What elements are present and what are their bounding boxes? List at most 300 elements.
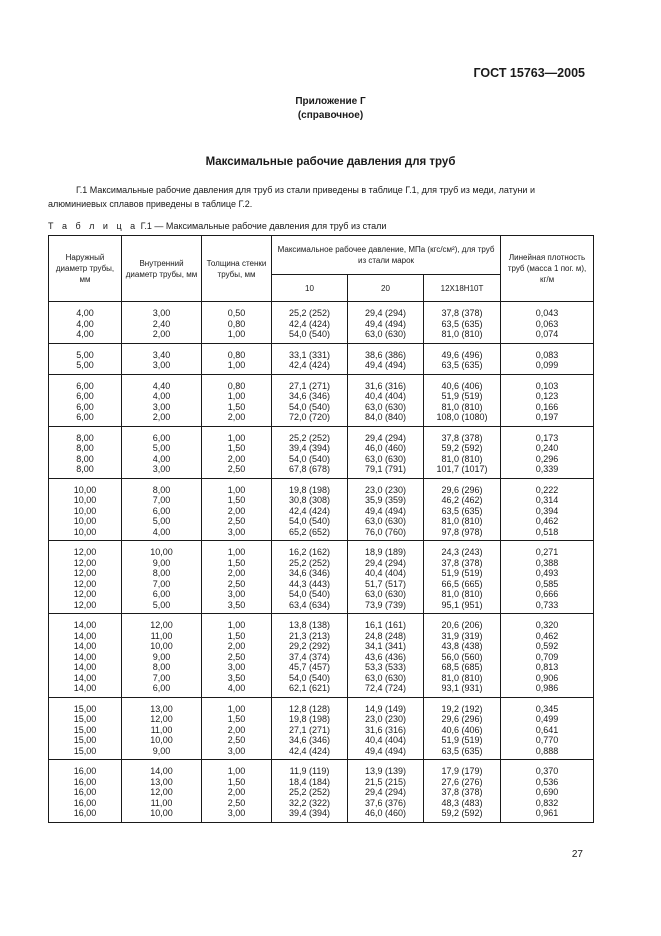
table-cell: 2,00	[202, 506, 272, 517]
table-cell: 1,00	[202, 426, 272, 443]
table-cell: 34,1 (341)	[348, 641, 424, 652]
table-cell: 14,00	[49, 652, 122, 663]
table-cell: 63,0 (630)	[348, 454, 424, 465]
table-cell: 45,7 (457)	[272, 662, 348, 673]
table-cell: 68,5 (685)	[424, 662, 501, 673]
table-cell: 0,80	[202, 319, 272, 330]
table-cell: 54,0 (540)	[272, 329, 348, 343]
table-cell: 12,8 (128)	[272, 697, 348, 714]
table-cell: 0,063	[501, 319, 594, 330]
table-cell: 4,00	[122, 527, 202, 541]
table-cell: 37,8 (378)	[424, 426, 501, 443]
table-cell: 4,40	[122, 374, 202, 391]
table-cell: 10,00	[49, 506, 122, 517]
table-cell: 30,8 (308)	[272, 495, 348, 506]
table-cell: 5,00	[122, 516, 202, 527]
table-cell: 11,9 (119)	[272, 760, 348, 777]
table-cell: 46,0 (460)	[348, 808, 424, 822]
table-caption-text: Г.1 — Максимальные рабочие давления для труб из стали	[138, 221, 387, 231]
table-cell: 7,00	[122, 495, 202, 506]
table-cell: 54,0 (540)	[272, 589, 348, 600]
table-cell: 24,3 (243)	[424, 541, 501, 558]
table-cell: 49,4 (494)	[348, 319, 424, 330]
table-cell: 81,0 (810)	[424, 329, 501, 343]
table-cell: 62,1 (621)	[272, 683, 348, 697]
table-cell: 7,00	[122, 579, 202, 590]
table-cell: 0,197	[501, 412, 594, 426]
table-cell: 15,00	[49, 714, 122, 725]
table-row	[49, 631, 594, 642]
table-cell: 29,6 (296)	[424, 478, 501, 495]
header-steel-12x18n10t: 12Х18Н10Т	[424, 275, 501, 302]
table-cell: 2,00	[202, 412, 272, 426]
table-row-group	[49, 426, 594, 478]
table-cell: 14,00	[49, 683, 122, 697]
table-row	[49, 426, 594, 443]
table-cell: 1,50	[202, 714, 272, 725]
table-cell: 2,40	[122, 319, 202, 330]
table-cell: 14,00	[49, 662, 122, 673]
table-cell: 1,50	[202, 558, 272, 569]
table-cell: 63,0 (630)	[348, 329, 424, 343]
table-cell: 0,462	[501, 516, 594, 527]
table-cell: 19,2 (192)	[424, 697, 501, 714]
header-pressure-group: Максимальное рабочее давление, МПа (кгс/см²), для труб из стали марок	[272, 236, 501, 275]
table-cell: 63,0 (630)	[348, 516, 424, 527]
table-cell: 8,00	[122, 662, 202, 673]
table-cell: 42,4 (424)	[272, 506, 348, 517]
table-cell: 2,00	[202, 787, 272, 798]
table-cell: 40,6 (406)	[424, 725, 501, 736]
table-row	[49, 343, 594, 360]
table-cell: 0,339	[501, 464, 594, 478]
table-cell: 81,0 (810)	[424, 673, 501, 684]
table-cell: 0,832	[501, 798, 594, 809]
table-cell: 1,00	[202, 478, 272, 495]
table-cell: 15,00	[49, 746, 122, 760]
appendix-heading	[0, 95, 661, 123]
table-cell: 14,00	[49, 641, 122, 652]
table-cell: 54,0 (540)	[272, 673, 348, 684]
table-row	[49, 614, 594, 631]
table-cell: 42,4 (424)	[272, 319, 348, 330]
table-cell: 25,2 (252)	[272, 787, 348, 798]
table-cell: 53,3 (533)	[348, 662, 424, 673]
table-cell: 12,00	[49, 600, 122, 614]
table-cell: 48,3 (483)	[424, 798, 501, 809]
table-cell: 0,240	[501, 443, 594, 454]
table-cell: 0,345	[501, 697, 594, 714]
table-cell: 19,8 (198)	[272, 714, 348, 725]
table-row	[49, 506, 594, 517]
table-row	[49, 443, 594, 454]
table-cell: 40,4 (404)	[348, 735, 424, 746]
table-cell: 1,50	[202, 495, 272, 506]
header-inner-diameter: Внутренний диаметр трубы, мм	[122, 236, 202, 302]
table-cell: 3,00	[202, 589, 272, 600]
table-cell: 10,00	[122, 735, 202, 746]
table-cell: 46,0 (460)	[348, 443, 424, 454]
table-cell: 11,00	[122, 725, 202, 736]
table-cell: 49,4 (494)	[348, 506, 424, 517]
table-cell: 16,00	[49, 787, 122, 798]
table-row	[49, 402, 594, 413]
table-cell: 14,00	[49, 631, 122, 642]
table-cell: 0,083	[501, 343, 594, 360]
table-cell: 10,00	[49, 495, 122, 506]
table-cell: 0,271	[501, 541, 594, 558]
table-cell: 3,00	[202, 808, 272, 822]
table-row	[49, 787, 594, 798]
table-cell: 1,50	[202, 443, 272, 454]
table-cell: 34,6 (346)	[272, 568, 348, 579]
table-row	[49, 746, 594, 760]
table-cell: 0,585	[501, 579, 594, 590]
table-cell: 39,4 (394)	[272, 443, 348, 454]
table-cell: 51,7 (517)	[348, 579, 424, 590]
table-cell: 2,00	[202, 725, 272, 736]
table-cell: 5,00	[49, 360, 122, 374]
table-cell: 31,6 (316)	[348, 374, 424, 391]
table-cell: 0,173	[501, 426, 594, 443]
table-row	[49, 662, 594, 673]
table-cell: 3,40	[122, 343, 202, 360]
table-cell: 81,0 (810)	[424, 516, 501, 527]
table-cell: 4,00	[49, 302, 122, 319]
table-row	[49, 714, 594, 725]
table-cell: 12,00	[49, 579, 122, 590]
table-cell: 4,00	[49, 329, 122, 343]
table-cell: 14,00	[122, 760, 202, 777]
table-cell: 0,986	[501, 683, 594, 697]
table-cell: 37,6 (376)	[348, 798, 424, 809]
table-cell: 63,0 (630)	[348, 673, 424, 684]
table-cell: 1,00	[202, 697, 272, 714]
table-cell: 46,2 (462)	[424, 495, 501, 506]
table-cell: 8,00	[49, 464, 122, 478]
table-row	[49, 319, 594, 330]
header-steel-20: 20	[348, 275, 424, 302]
table-cell: 2,50	[202, 798, 272, 809]
table-cell: 17,9 (179)	[424, 760, 501, 777]
table-cell: 0,888	[501, 746, 594, 760]
table-cell: 16,00	[49, 760, 122, 777]
table-cell: 12,00	[49, 568, 122, 579]
table-cell: 0,166	[501, 402, 594, 413]
table-cell: 0,320	[501, 614, 594, 631]
table-cell: 12,00	[49, 541, 122, 558]
table-cell: 0,961	[501, 808, 594, 822]
table-cell: 54,0 (540)	[272, 402, 348, 413]
table-row	[49, 808, 594, 822]
table-cell: 1,50	[202, 402, 272, 413]
table-cell: 25,2 (252)	[272, 302, 348, 319]
table-cell: 49,4 (494)	[348, 360, 424, 374]
table-row	[49, 798, 594, 809]
table-cell: 23,0 (230)	[348, 714, 424, 725]
table-row	[49, 777, 594, 788]
table-cell: 0,462	[501, 631, 594, 642]
table-cell: 29,4 (294)	[348, 787, 424, 798]
table-row	[49, 495, 594, 506]
table-cell: 16,00	[49, 777, 122, 788]
table-cell: 0,493	[501, 568, 594, 579]
table-cell: 37,8 (378)	[424, 302, 501, 319]
table-cell: 6,00	[122, 506, 202, 517]
table-row	[49, 558, 594, 569]
table-cell: 31,6 (316)	[348, 725, 424, 736]
table-row-group	[49, 614, 594, 698]
table-row	[49, 302, 594, 319]
table-cell: 95,1 (951)	[424, 600, 501, 614]
table-cell: 0,536	[501, 777, 594, 788]
table-cell: 0,103	[501, 374, 594, 391]
page-number: 27	[571, 849, 583, 860]
table-row	[49, 652, 594, 663]
table-cell: 15,00	[49, 725, 122, 736]
table-cell: 63,5 (635)	[424, 506, 501, 517]
table-cell: 38,6 (386)	[348, 343, 424, 360]
table-cell: 14,9 (149)	[348, 697, 424, 714]
table-cell: 13,9 (139)	[348, 760, 424, 777]
table-row	[49, 516, 594, 527]
table-cell: 13,00	[122, 697, 202, 714]
table-cell: 3,00	[122, 360, 202, 374]
table-cell: 3,00	[122, 302, 202, 319]
table-cell: 34,6 (346)	[272, 735, 348, 746]
table-cell: 3,00	[122, 402, 202, 413]
table-cell: 15,00	[49, 697, 122, 714]
table-cell: 6,00	[122, 683, 202, 697]
table-cell: 2,00	[202, 454, 272, 465]
table-cell: 7,00	[122, 673, 202, 684]
table-cell: 0,80	[202, 374, 272, 391]
table-cell: 3,00	[122, 464, 202, 478]
table-cell: 0,641	[501, 725, 594, 736]
table-cell: 0,499	[501, 714, 594, 725]
table-cell: 6,00	[49, 402, 122, 413]
table-cell: 12,00	[49, 589, 122, 600]
table-cell: 29,4 (294)	[348, 558, 424, 569]
table-cell: 12,00	[122, 787, 202, 798]
table-cell: 0,370	[501, 760, 594, 777]
table-cell: 79,1 (791)	[348, 464, 424, 478]
table-cell: 42,4 (424)	[272, 360, 348, 374]
table-cell: 0,296	[501, 454, 594, 465]
table-row-group	[49, 541, 594, 614]
table-row	[49, 760, 594, 777]
table-cell: 0,666	[501, 589, 594, 600]
table-cell: 76,0 (760)	[348, 527, 424, 541]
table-cell: 10,00	[49, 478, 122, 495]
table-cell: 72,0 (720)	[272, 412, 348, 426]
table-cell: 4,00	[122, 454, 202, 465]
table-cell: 10,00	[122, 541, 202, 558]
table-cell: 14,00	[49, 614, 122, 631]
table-row	[49, 527, 594, 541]
table-cell: 29,6 (296)	[424, 714, 501, 725]
table-cell: 6,00	[49, 391, 122, 402]
table-cell: 32,2 (322)	[272, 798, 348, 809]
table-row	[49, 697, 594, 714]
intro-paragraph: Г.1 Максимальные рабочие давления для труб из стали приведены в таблице Г.1, для труб из меди, латуни и алюминиевых сплавов приведены в таблице Г.2.	[48, 185, 535, 209]
table-cell: 14,00	[49, 673, 122, 684]
table-cell: 33,1 (331)	[272, 343, 348, 360]
table-cell: 0,709	[501, 652, 594, 663]
table-cell: 43,8 (438)	[424, 641, 501, 652]
table-cell: 6,00	[122, 589, 202, 600]
table-cell: 63,5 (635)	[424, 746, 501, 760]
table-row	[49, 360, 594, 374]
table-cell: 3,00	[202, 746, 272, 760]
table-cell: 37,8 (378)	[424, 558, 501, 569]
table-row	[49, 579, 594, 590]
table-cell: 1,00	[202, 541, 272, 558]
table-cell: 11,00	[122, 631, 202, 642]
table-cell: 40,6 (406)	[424, 374, 501, 391]
table-cell: 35,9 (359)	[348, 495, 424, 506]
table-cell: 0,314	[501, 495, 594, 506]
table-cell: 20,6 (206)	[424, 614, 501, 631]
table-cell: 0,388	[501, 558, 594, 569]
table-cell: 2,00	[122, 329, 202, 343]
table-cell: 73,9 (739)	[348, 600, 424, 614]
table-cell: 12,00	[122, 714, 202, 725]
table-cell: 37,8 (378)	[424, 787, 501, 798]
table-cell: 63,5 (635)	[424, 319, 501, 330]
document-code: ГОСТ 15763—2005	[473, 66, 585, 80]
table-cell: 65,2 (652)	[272, 527, 348, 541]
table-cell: 0,123	[501, 391, 594, 402]
table-cell: 97,8 (978)	[424, 527, 501, 541]
table-cell: 40,4 (404)	[348, 568, 424, 579]
table-cell: 5,00	[122, 600, 202, 614]
appendix-subtitle: (справочное)	[297, 110, 364, 121]
table-cell: 81,0 (810)	[424, 402, 501, 413]
table-cell: 19,8 (198)	[272, 478, 348, 495]
table-row-group	[49, 343, 594, 374]
section-title: Максимальные рабочие давления для труб	[205, 156, 456, 168]
table-cell: 43,6 (436)	[348, 652, 424, 663]
table-cell: 15,00	[49, 735, 122, 746]
table-cell: 2,00	[202, 641, 272, 652]
table-cell: 10,00	[49, 527, 122, 541]
table-cell: 16,1 (161)	[348, 614, 424, 631]
table-cell: 0,518	[501, 527, 594, 541]
table-cell: 1,00	[202, 329, 272, 343]
table-cell: 25,2 (252)	[272, 426, 348, 443]
table-row	[49, 541, 594, 558]
table-cell: 16,00	[49, 798, 122, 809]
table-cell: 10,00	[49, 516, 122, 527]
header-linear-density: Линейная плотность труб (масса 1 пог. м), кг/м	[501, 236, 594, 302]
table-row	[49, 464, 594, 478]
table-row	[49, 374, 594, 391]
table-row	[49, 329, 594, 343]
table-cell: 2,50	[202, 464, 272, 478]
table-cell: 0,592	[501, 641, 594, 652]
table-row	[49, 673, 594, 684]
table-cell: 8,00	[122, 568, 202, 579]
table-cell: 0,813	[501, 662, 594, 673]
table-cell: 4,00	[122, 391, 202, 402]
table-cell: 101,7 (1017)	[424, 464, 501, 478]
table-cell: 84,0 (840)	[348, 412, 424, 426]
table-cell: 59,2 (592)	[424, 808, 501, 822]
table-cell: 8,00	[49, 426, 122, 443]
table-cell: 12,00	[122, 614, 202, 631]
table-cell: 37,4 (374)	[272, 652, 348, 663]
table-cell: 39,4 (394)	[272, 808, 348, 822]
table-cell: 81,0 (810)	[424, 589, 501, 600]
table-cell: 9,00	[122, 558, 202, 569]
table-cell: 63,0 (630)	[348, 589, 424, 600]
table-cell: 0,222	[501, 478, 594, 495]
table-cell: 29,4 (294)	[348, 302, 424, 319]
pressure-table	[48, 235, 594, 823]
table-cell: 6,00	[49, 412, 122, 426]
table-row	[49, 589, 594, 600]
table-cell: 0,394	[501, 506, 594, 517]
table-cell: 4,00	[202, 683, 272, 697]
table-cell: 2,50	[202, 516, 272, 527]
table-row-group	[49, 760, 594, 823]
table-row	[49, 454, 594, 465]
table-cell: 1,00	[202, 391, 272, 402]
table-cell: 29,4 (294)	[348, 426, 424, 443]
table-cell: 2,50	[202, 652, 272, 663]
table-row	[49, 725, 594, 736]
table-cell: 13,8 (138)	[272, 614, 348, 631]
table-header	[49, 236, 594, 302]
table-row	[49, 412, 594, 426]
table-cell: 3,50	[202, 673, 272, 684]
table-cell: 0,50	[202, 302, 272, 319]
appendix-title: Приложение Г	[295, 96, 366, 107]
table-cell: 27,1 (271)	[272, 725, 348, 736]
table-row-group	[49, 697, 594, 760]
table-cell: 24,8 (248)	[348, 631, 424, 642]
table-cell: 0,099	[501, 360, 594, 374]
table-cell: 0,690	[501, 787, 594, 798]
table-cell: 42,4 (424)	[272, 746, 348, 760]
table-row-group	[49, 478, 594, 541]
table-cell: 0,906	[501, 673, 594, 684]
header-outer-diameter: Наружный диаметр трубы, мм	[49, 236, 122, 302]
table-cell: 0,770	[501, 735, 594, 746]
table-cell: 54,0 (540)	[272, 454, 348, 465]
table-cell: 56,0 (560)	[424, 652, 501, 663]
table-caption	[48, 221, 386, 231]
table-cell: 16,2 (162)	[272, 541, 348, 558]
table-row	[49, 641, 594, 652]
table-cell: 0,074	[501, 329, 594, 343]
table-cell: 5,00	[49, 343, 122, 360]
table-cell: 93,1 (931)	[424, 683, 501, 697]
table-caption-prefix: Т а б л и ц а	[48, 221, 139, 231]
table-cell: 2,50	[202, 579, 272, 590]
table-cell: 8,00	[122, 478, 202, 495]
table-cell: 34,6 (346)	[272, 391, 348, 402]
table-cell: 9,00	[122, 652, 202, 663]
table-cell: 27,1 (271)	[272, 374, 348, 391]
table-cell: 21,3 (213)	[272, 631, 348, 642]
table-cell: 63,0 (630)	[348, 402, 424, 413]
table-cell: 49,4 (494)	[348, 746, 424, 760]
table-cell: 2,00	[122, 412, 202, 426]
table-cell: 10,00	[122, 641, 202, 652]
table-cell: 67,8 (678)	[272, 464, 348, 478]
